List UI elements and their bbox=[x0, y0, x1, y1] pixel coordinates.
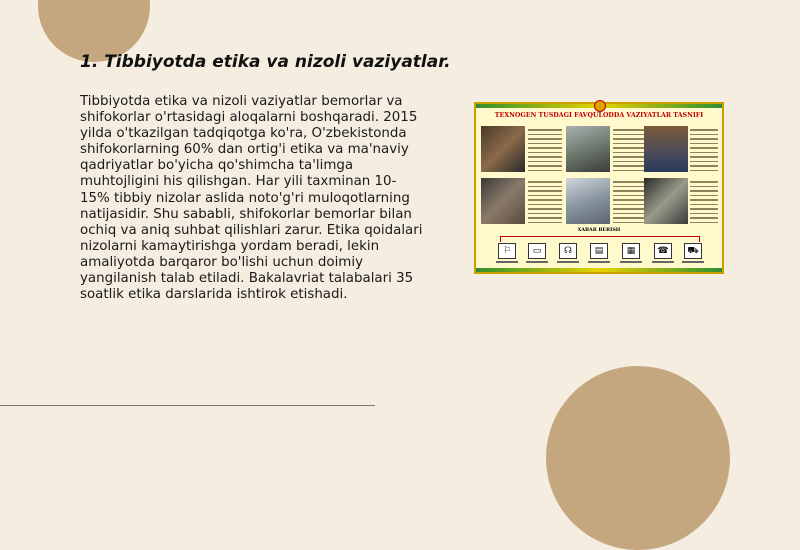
speaker-icon: ⚐ bbox=[498, 243, 516, 259]
decorative-circle-bottom bbox=[546, 366, 730, 550]
poster-connector-line bbox=[500, 236, 700, 242]
device-caption bbox=[557, 261, 579, 263]
poster-photo-2 bbox=[566, 126, 610, 172]
poster-photo-4 bbox=[481, 178, 525, 224]
van-icon: ▦ bbox=[622, 243, 640, 259]
device-caption bbox=[620, 261, 642, 263]
poster-image bbox=[474, 102, 724, 274]
poster-text-block bbox=[688, 178, 720, 224]
device-caption bbox=[496, 261, 518, 263]
phone-icon: ☎ bbox=[654, 243, 672, 259]
tv-icon: ▭ bbox=[528, 243, 546, 259]
poster-photo-6 bbox=[644, 178, 688, 224]
emblem-icon bbox=[594, 100, 606, 112]
loudspeaker-icon: ☊ bbox=[559, 243, 577, 259]
slide-title: 1. Tibbiyotda etika va nizoli vaziyatlar. bbox=[80, 52, 451, 72]
poster-text-block bbox=[526, 178, 564, 224]
poster-text-block bbox=[526, 126, 564, 172]
poster-photo-1 bbox=[481, 126, 525, 172]
slide-body-text: Tibbiyotda etika va nizoli vaziyatlar bemorlar va shifokorlar o'rtasidagi aloqalarni boshqaradi. 2015 yilda o'tkazilgan tadqiqotga ko'ra, O'zbekistonda shifokorlarning 60% dan ortig'i etika va ma'naviy qadriyatlar bo'yicha qo'shimcha ta'limga muhtojligini his qilishgan. Har yili taxminan 10-15% tibbiy nizolar aslida noto'g'ri muloqotlarning natijasidir. Shu sababli, shifokorlar bemorlar bilan ochiq va aniq suhbat qilishlari zarur. Etika qoidalari nizolarni kamaytirishga yordam beradi, lekin amaliyotda barqaror bo'lishi uchun doimiy yangilanish talab etiladi. Bakalavriat talabalari 35 soatlik etika darslarida ishtirok etishadi. bbox=[80, 94, 423, 303]
device-caption bbox=[526, 261, 548, 263]
device-caption bbox=[682, 261, 704, 263]
poster-subheading: XABAR BERISH bbox=[577, 227, 621, 233]
divider-line bbox=[0, 405, 375, 406]
device-caption bbox=[588, 261, 610, 263]
poster-title: TEXNOGEN TUSDAGI FAVQULODDA VAZIYATLAR TASNIFI bbox=[494, 112, 704, 119]
vehicle-icon: ⛟ bbox=[684, 243, 702, 259]
poster-text-block bbox=[688, 126, 720, 172]
poster-photo-5 bbox=[566, 178, 610, 224]
poster-bottom-band bbox=[476, 268, 722, 272]
radio-icon: ▤ bbox=[590, 243, 608, 259]
poster-photo-3 bbox=[644, 126, 688, 172]
device-caption bbox=[652, 261, 674, 263]
